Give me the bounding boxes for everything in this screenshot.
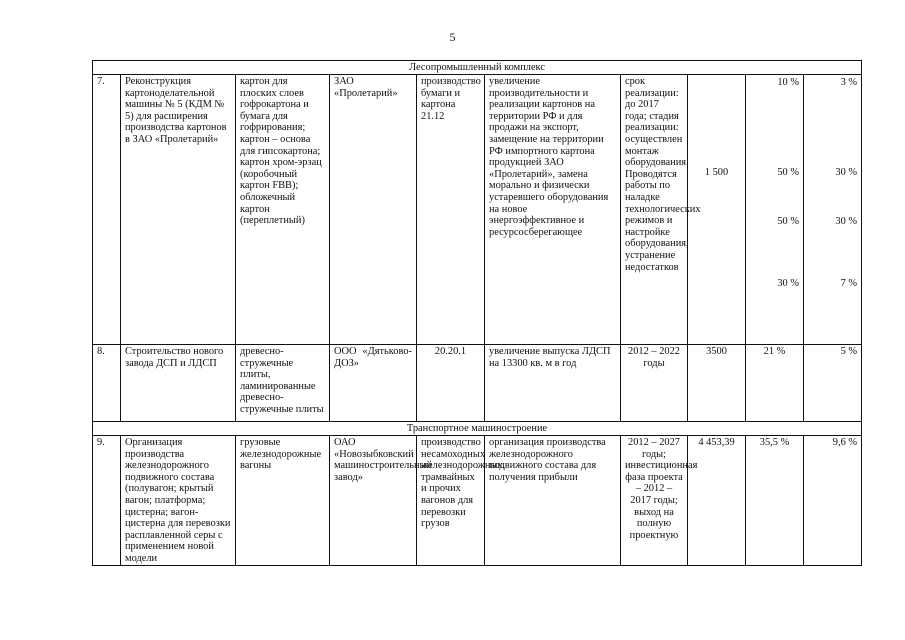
products: картон для плоских слоев гофрокартона и бумага для гофрирования; картон – основа для гипсокартона; картон хром-эрзац (коробочный картон FBB); обложечный картон (переплетный) — [236, 75, 330, 345]
page-number: 5 — [449, 30, 456, 44]
share-a-value: 10 % — [777, 77, 799, 88]
section-row-forest — [93, 61, 862, 75]
company: ООО «Дятьково-ДОЗ» — [330, 345, 417, 422]
share-a-value: 30 % — [777, 278, 799, 289]
section-title: Лесопромышленный комплекс — [93, 61, 862, 75]
cost-cell — [688, 75, 746, 345]
products: грузовые железнодорожные вагоны — [236, 436, 330, 566]
share-a-cell — [746, 75, 804, 345]
share-b-value: 9,6 % — [804, 436, 862, 566]
share-a-value: 35,5 % — [746, 436, 804, 566]
table-row — [93, 436, 862, 566]
share-b-value: 3 % — [840, 77, 858, 88]
row-number: 9. — [93, 436, 121, 566]
goal: организация производства железнодорожного подвижного состава для получения прибыли — [485, 436, 621, 566]
share-b-value: 5 % — [804, 345, 862, 422]
okved: производство несамоходных железнодорожных, трамвайных и прочих вагонов для перевозки грузов — [417, 436, 485, 566]
timing: 2012 – 2027 годы; инвестиционная фаза проекта – 2012 – 2017 годы; выход на полную проектную — [621, 436, 688, 566]
share-a-value: 50 % — [777, 216, 799, 227]
company: ОАО «Новозыбковский машиностроительный завод» — [330, 436, 417, 566]
share-a-value: 21 % — [746, 345, 804, 422]
okved: производство бумаги и картона 21.12 — [417, 75, 485, 345]
row-number: 8. — [93, 345, 121, 422]
timing: срок реализации: до 2017 года; стадия реализации: осуществлен монтаж оборудования. Проводятся работы по наладке технологических режимов и настройке оборудования, устранение недостатков — [621, 75, 688, 345]
section-row-transport — [93, 422, 862, 436]
project-name: Строительство нового завода ДСП и ЛДСП — [121, 345, 236, 422]
goal: увеличение производительности и реализации картонов на территории РФ и для продажи на экспорт, замещение на территории РФ импортного картона продукцией ЗАО «Пролетарий», замена морально и физически устаревшего оборудования на новое энергоэффективное и ресурсосберегающее — [485, 75, 621, 345]
cost: 3500 — [688, 345, 746, 422]
share-a-value: 50 % — [777, 167, 799, 178]
share-b-value: 30 % — [835, 216, 858, 227]
goal: увеличение выпуска ЛДСП на 13300 кв. м в год — [485, 345, 621, 422]
company: ЗАО «Пролетарий» — [330, 75, 417, 345]
products: древесно-стружечные плиты, ламинированные древесно-стружечные плиты — [236, 345, 330, 422]
project-name: Организация производства железнодорожного подвижного состава (полувагон; крытый вагон; платформа; цистерна; вагон-цистерна для перевозки расплавленной серы с применением новой модели — [121, 436, 236, 566]
table-row — [93, 345, 862, 422]
share-b-cell — [804, 75, 862, 345]
investment-projects-table — [92, 60, 862, 566]
row-number: 7. — [93, 75, 121, 345]
project-name: Реконструкция картоноделательной машины № 5 (КДМ № 5) для расширения производства картонов в ЗАО «Пролетарий» — [121, 75, 236, 345]
cost: 1 500 — [704, 167, 729, 178]
okved: 20.20.1 — [417, 345, 485, 422]
share-b-value: 7 % — [840, 278, 858, 289]
cost: 4 453,39 — [688, 436, 746, 566]
timing: 2012 – 2022 годы — [621, 345, 688, 422]
table-row — [93, 75, 862, 345]
share-b-value: 30 % — [835, 167, 858, 178]
section-title: Транспортное машиностроение — [93, 422, 862, 436]
